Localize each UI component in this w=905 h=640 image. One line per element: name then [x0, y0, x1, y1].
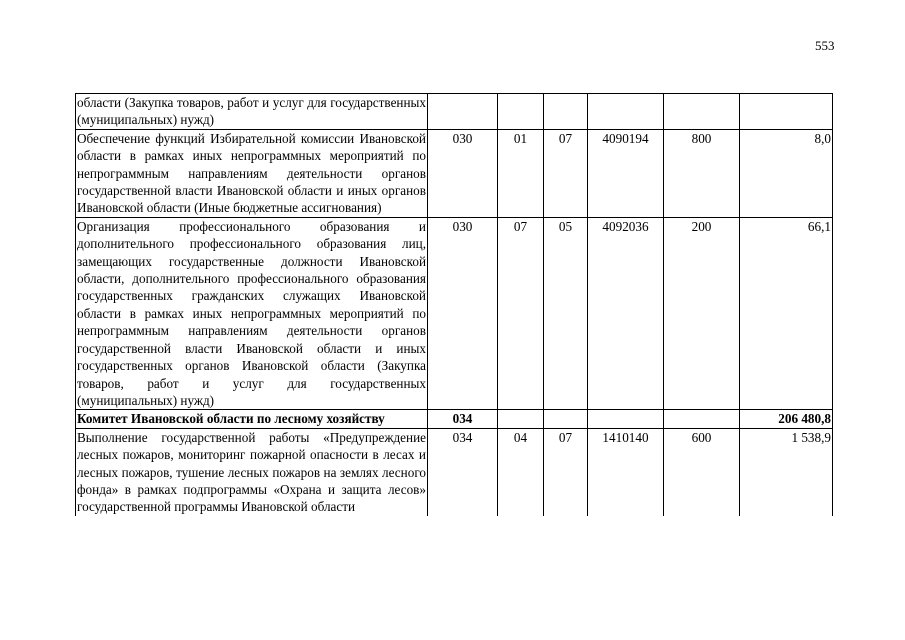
ministry-code-cell: 030 [428, 217, 498, 409]
sum-cell: 1 538,9 [740, 428, 833, 516]
row-name-cell: Обеспечение функций Избирательной комиссии Ивановской области в рамках иных непрограммных мероприятий по непрограммным направлениям деятельности органов государственной власти Ивановской области и иных органов Ивановской области (Иные бюджетные ассигнования) [77, 130, 426, 216]
ministry-code-cell: 034 [428, 428, 498, 516]
subsection-cell [544, 410, 588, 428]
row-name-cell: области (Закупка товаров, работ и услуг для государственных (муниципальных) нужд) [77, 95, 426, 128]
section-cell: 04 [498, 428, 544, 516]
ministry-code-cell: 030 [428, 129, 498, 217]
subsection-cell: 05 [544, 217, 588, 409]
table-row [76, 428, 833, 516]
page-number: 553 [815, 38, 835, 53]
row-name-cell: Выполнение государственной работы «Предупреждение лесных пожаров, мониторинг пожарной опасности в лесах и лесных пожаров, тушение лесных пожаров на землях лесного фонда» в рамках подпрограммы «Охрана и защита лесов» государственной программы Ивановской области [77, 429, 426, 515]
subsection-cell [544, 94, 588, 130]
target-article-cell: 1410140 [588, 428, 664, 516]
target-article-cell [588, 94, 664, 130]
table-row [76, 129, 833, 217]
budget-table [75, 93, 833, 516]
expense-kind-cell [664, 94, 740, 130]
section-cell [498, 410, 544, 428]
ministry-code-cell: 034 [428, 410, 498, 428]
sum-cell: 206 480,8 [740, 410, 833, 428]
table-row-committee [76, 410, 833, 428]
row-name-cell: Организация профессионального образования и дополнительного профессионального образования лиц, замещающих государственные должности Ивановской области, дополнительного профессионального образования государственных гражданских служащих Ивановской области в рамках иных непрограммных мероприятий по непрограммным направлениям деятельности органов государственной власти Ивановской области и иных государственных органов Ивановской области (Закупка товаров, работ и услуг для государственных (муниципальных) нужд) [77, 218, 426, 408]
target-article-cell: 4090194 [588, 129, 664, 217]
subsection-cell: 07 [544, 129, 588, 217]
expense-kind-cell [664, 410, 740, 428]
sum-cell: 66,1 [740, 217, 833, 409]
section-cell: 01 [498, 129, 544, 217]
sum-cell [740, 94, 833, 130]
expense-kind-cell: 200 [664, 217, 740, 409]
subsection-cell: 07 [544, 428, 588, 516]
target-article-cell: 4092036 [588, 217, 664, 409]
target-article-cell [588, 410, 664, 428]
table-row [76, 217, 833, 409]
expense-kind-cell: 800 [664, 129, 740, 217]
section-cell: 07 [498, 217, 544, 409]
ministry-code-cell [428, 94, 498, 130]
sum-cell: 8,0 [740, 129, 833, 217]
row-name-cell: Комитет Ивановской области по лесному хозяйству [76, 410, 428, 428]
section-cell [498, 94, 544, 130]
expense-kind-cell: 600 [664, 428, 740, 516]
table-row [76, 94, 833, 130]
